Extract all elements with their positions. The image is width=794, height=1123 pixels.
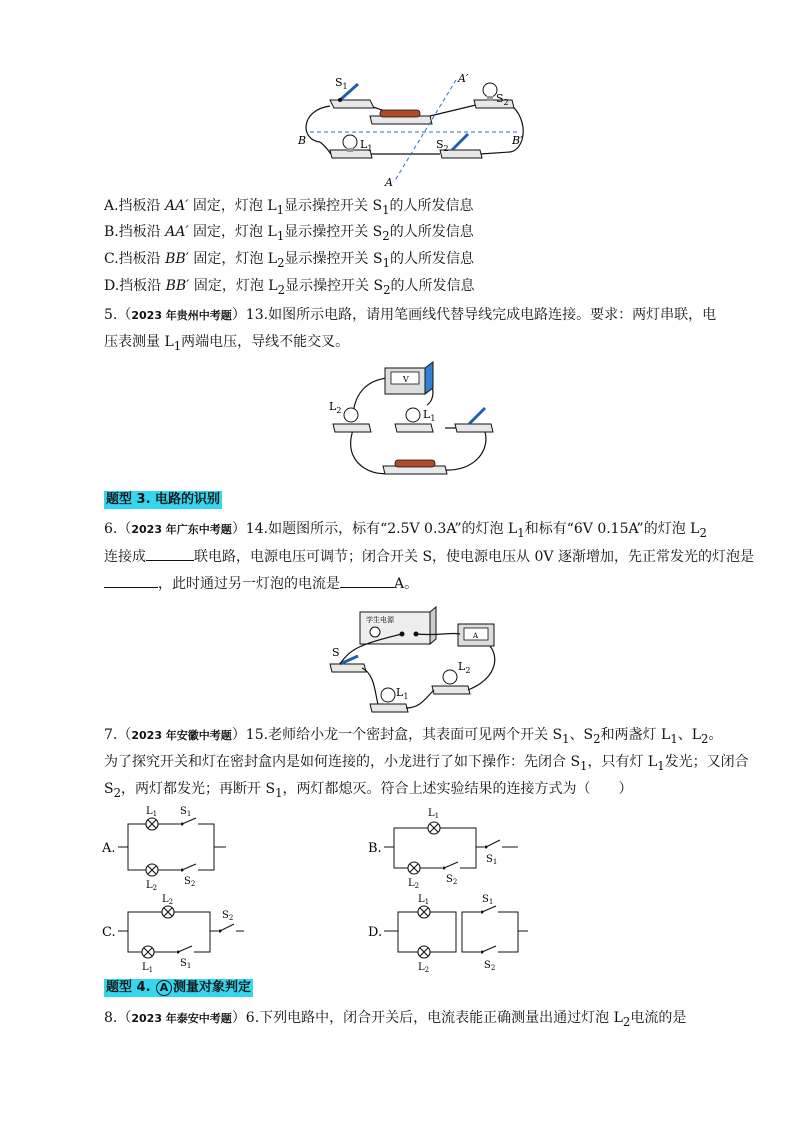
s1-label: $S_1$ (335, 76, 348, 91)
svg-text:L2: $L_2$ (458, 660, 471, 675)
svg-text:L2: $L_2$ (162, 894, 174, 906)
b-label: B (298, 134, 307, 147)
q6-line-1: 6.（2023 年广东中考题）14.如题图所示，标有“2.5V 0.3A”的灯泡 $L_1$和标有“6V 0.15A”的灯泡 $L_2$ (104, 521, 707, 540)
voltmeter-icon (385, 362, 433, 394)
q4-option-d: D.挡板沿 BB′ 固定，灯泡 $L_2$显示操控开关 $S_2$的人所发信息 (104, 278, 475, 297)
svg-text:L1: $L_1$ (146, 806, 158, 818)
q7-line-2: 为了探究开关和灯在密封盒内是如何连接的，小龙进行了如下操作：先闭合 $S_1$，只有灯 $L_1$发光；又闭合 (104, 754, 749, 773)
answer-blank-2[interactable] (104, 573, 158, 588)
q5-line-2: 压表测量 $L_1$两端电压，导线不能交叉。 (104, 334, 350, 353)
svg-text:L1: $L_1$ (396, 686, 409, 701)
a-label: A (385, 176, 393, 189)
answer-blank-3[interactable] (340, 573, 394, 588)
battery-icon (370, 110, 432, 124)
q8-line-1: 8.（2023 年泰安中考题）6.下列电路中，闭合开关后，电流表能正确测量出通过灯泡 $L_2$电流的是 (104, 1010, 687, 1029)
svg-text:S1: $S_1$ (180, 958, 192, 970)
svg-text:L2: $L_2$ (329, 400, 342, 415)
q5-line-1: 5.（2023 年贵州中考题）13.如图所示电路，请用笔画线代替导线完成电路连接。要求：两灯串联，电 (104, 307, 717, 323)
section-header-type-3: 题型 3. 电路的识别 (106, 492, 221, 507)
svg-text:L2: $L_2$ (418, 962, 430, 974)
svg-text:S2: $S_2$ (484, 960, 496, 972)
svg-text:L1: $L_1$ (428, 808, 440, 820)
option-c-circuit (102, 894, 244, 974)
svg-text:C.: C. (102, 925, 116, 940)
q6-line-2: 连接成 联电路，电源电压可调节；闭合开关 S，使电源电压从 0V 逐渐增加，先正常发光的灯泡是 (104, 546, 754, 567)
q4-option-a: A.挡板沿 AA′ 固定，灯泡 $L_1$显示操控开关 $S_1$的人所发信息 (104, 198, 474, 217)
q4-option-c: C.挡板沿 BB′ 固定，灯泡 $L_2$显示操控开关 $S_1$的人所发信息 (104, 251, 474, 270)
svg-text:S2: $S_2$ (222, 910, 234, 922)
bulb-l2-icon-3 (432, 670, 470, 694)
svg-text:L1: $L_1$ (142, 962, 154, 974)
b-prime-label: B′ (512, 134, 523, 147)
svg-text:S: S (332, 646, 340, 659)
svg-text:B.: B. (368, 841, 382, 856)
option-b-circuit (368, 808, 518, 890)
circuit-figure-2 (325, 360, 505, 485)
circuit-figure-3 (320, 604, 520, 719)
svg-text:S2: $S_2$ (184, 876, 196, 888)
answer-blank-1[interactable] (146, 546, 194, 561)
switch-icon (455, 408, 493, 432)
svg-text:A.: A. (102, 841, 116, 856)
svg-text:A: A (473, 632, 479, 640)
option-d-circuit (368, 894, 528, 974)
svg-text:学生电源: 学生电源 (366, 616, 394, 624)
s2-label-top: $S_2$ (496, 92, 509, 107)
svg-text:L1: $L_1$ (423, 408, 436, 423)
power-supply-icon (360, 607, 436, 644)
svg-text:S1: $S_1$ (482, 894, 494, 906)
q6-line-3: ，此时通过另一灯泡的电流是 A。 (104, 573, 418, 594)
s2-label-bottom: $S_2$ (436, 138, 449, 153)
l1-label: $L_1$ (360, 138, 373, 153)
circuit-options (100, 800, 540, 975)
svg-text:L1: $L_1$ (418, 894, 430, 906)
svg-text:D.: D. (368, 925, 383, 940)
a-prime-label: A′ (458, 72, 469, 85)
ammeter-icon (458, 624, 494, 646)
option-a-circuit (101, 806, 226, 892)
section-header-type-4: 题型 4. A 测量对象判定 (106, 980, 252, 995)
svg-text:V: V (403, 375, 409, 384)
svg-text:L2: $L_2$ (146, 880, 158, 892)
svg-text:S2: $S_2$ (446, 874, 458, 886)
svg-text:S1: $S_1$ (180, 806, 192, 818)
ammeter-symbol-icon: A (156, 980, 172, 996)
q7-line-3: $S_2$，两灯都发光；再断开 $S_1$，两灯都熄灭。符合上述实验结果的连接方式为（ ） (104, 781, 633, 800)
svg-text:S1: $S_1$ (486, 854, 498, 866)
svg-text:L2: $L_2$ (408, 878, 420, 890)
q4-option-b: B.挡板沿 AA′ 固定，灯泡 $L_1$显示操控开关 $S_2$的人所发信息 (104, 224, 474, 243)
battery-icon-2 (383, 460, 447, 474)
circuit-figure-1 (290, 70, 530, 190)
q7-line-1: 7.（2023 年安徽中考题）15.老师给小龙一个密封盒，其表面可见两个开关 $S_1$、$S_2$和两盏灯 $L_1$、$L_2$。 (104, 727, 723, 746)
